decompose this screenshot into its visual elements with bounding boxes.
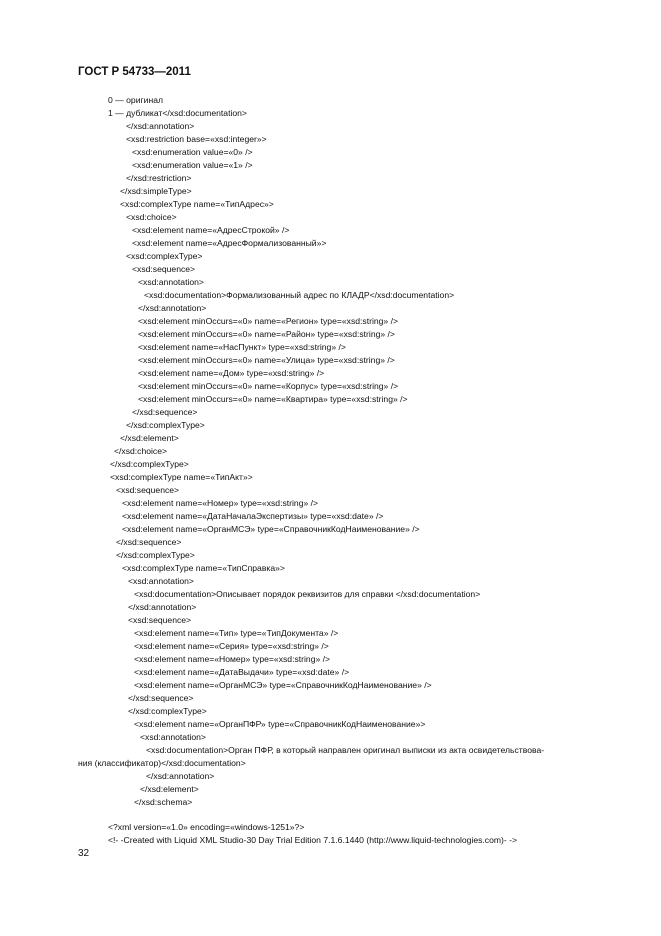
code-line: <xsd:element name=«Тип» type=«ТипДокумента» /> <box>134 628 339 638</box>
code-line: ния (классификатор)</xsd:documentation> <box>78 758 246 768</box>
code-line: </xsd:simpleType> <box>120 186 192 196</box>
code-line: <xsd:element name=«ДатаНачалаЭкспертизы» type=«xsd:date» /> <box>122 511 384 521</box>
code-line: <xsd:documentation>Формализованный адрес по КЛАДР</xsd:documentation> <box>144 290 455 300</box>
code-line: </xsd:annotation> <box>146 771 215 781</box>
code-line: <xsd:element name=«Дом» type=«xsd:string» /> <box>138 368 325 378</box>
code-line: <xsd:element minOccurs=«0» name=«Регион» type=«xsd:string» /> <box>138 316 398 326</box>
code-line: <xsd:enumeration value=«0» /> <box>132 147 253 157</box>
code-line: <xsd:complexType name=«ТипАдрес»> <box>120 199 274 209</box>
code-line: <xsd:documentation>Описывает порядок реквизитов для справки </xsd:documentation> <box>134 589 481 599</box>
code-line: 0 — оригинал <box>108 95 163 105</box>
code-line: </xsd:sequence> <box>132 407 198 417</box>
code-line: <xsd:choice> <box>126 212 177 222</box>
code-line: <xsd:annotation> <box>128 576 194 586</box>
code-line: <xsd:enumeration value=«1» /> <box>132 160 253 170</box>
code-line: </xsd:sequence> <box>128 693 194 703</box>
code-line: <xsd:sequence> <box>132 264 196 274</box>
code-line: <xsd:element minOccurs=«0» name=«Улица» type=«xsd:string» /> <box>138 355 395 365</box>
code-line: </xsd:complexType> <box>110 459 189 469</box>
code-line: <xsd:element minOccurs=«0» name=«Квартира» type=«xsd:string» /> <box>138 394 408 404</box>
code-line: <xsd:documentation>Орган ПФР, в который направлен оригинал выписки из акта освидетельствова- <box>146 745 545 755</box>
page-number: 32 <box>78 848 90 859</box>
code-line: <xsd:complexType> <box>126 251 203 261</box>
code-line: </xsd:complexType> <box>126 420 205 430</box>
code-line: <xsd:element name=«ОрганПФР» type=«СправочникКодНаименование»> <box>134 719 426 729</box>
code-line: <xsd:sequence> <box>128 615 192 625</box>
code-line: <xsd:element name=«Номер» type=«xsd:string» /> <box>122 498 319 508</box>
code-line: <?xml version=«1.0» encoding=«windows-1251»?> <box>108 822 305 832</box>
code-line: </xsd:complexType> <box>128 706 207 716</box>
code-line: <xsd:element name=«ОрганМСЭ» type=«СправочникКодНаименование» /> <box>134 680 432 690</box>
code-line: <xsd:element name=«АдресФормализованный»> <box>132 238 327 248</box>
code-line: <xsd:element minOccurs=«0» name=«Район» type=«xsd:string» /> <box>138 329 395 339</box>
code-line: <!- -Created with Liquid XML Studio-30 Day Trial Edition 7.1.6.1440 (http://www.liquid-technologies.com)- -> <box>108 835 518 845</box>
code-line: </xsd:sequence> <box>116 537 182 547</box>
code-line: </xsd:element> <box>140 784 199 794</box>
code-line: </xsd:annotation> <box>128 602 197 612</box>
code-line: <xsd:complexType name=«ТипСправка»> <box>122 563 285 573</box>
code-line: <xsd:element name=«Серия» type=«xsd:string» /> <box>134 641 329 651</box>
code-line: </xsd:complexType> <box>116 550 195 560</box>
code-line: <xsd:element name=«Номер» type=«xsd:string» /> <box>134 654 331 664</box>
code-line: <xsd:annotation> <box>140 732 206 742</box>
code-line: <xsd:element minOccurs=«0» name=«Корпус» type=«xsd:string» /> <box>138 381 399 391</box>
code-line: <xsd:annotation> <box>138 277 204 287</box>
code-line: <xsd:element name=«НасПункт» type=«xsd:string» /> <box>138 342 346 352</box>
code-line: </xsd:annotation> <box>138 303 207 313</box>
page-header: ГОСТ Р 54733—2011 <box>78 66 191 78</box>
code-line: <xsd:sequence> <box>116 485 180 495</box>
code-line: 1 — дубликат</xsd:documentation> <box>108 108 247 118</box>
code-line: <xsd:element name=«ОрганМСЭ» type=«СправочникКодНаименование» /> <box>122 524 420 534</box>
code-line: </xsd:annotation> <box>126 121 195 131</box>
code-line: <xsd:complexType name=«ТипАкт»> <box>110 472 253 482</box>
code-line: <xsd:element name=«АдресСтрокой» /> <box>132 225 290 235</box>
code-line: <xsd:restriction base=«xsd:integer»> <box>126 134 267 144</box>
code-line: </xsd:choice> <box>114 446 168 456</box>
code-line: </xsd:element> <box>120 433 179 443</box>
code-line: </xsd:restriction> <box>126 173 192 183</box>
code-line: <xsd:element name=«ДатаВыдачи» type=«xsd:date» /> <box>134 667 350 677</box>
code-line: </xsd:schema> <box>134 797 193 807</box>
